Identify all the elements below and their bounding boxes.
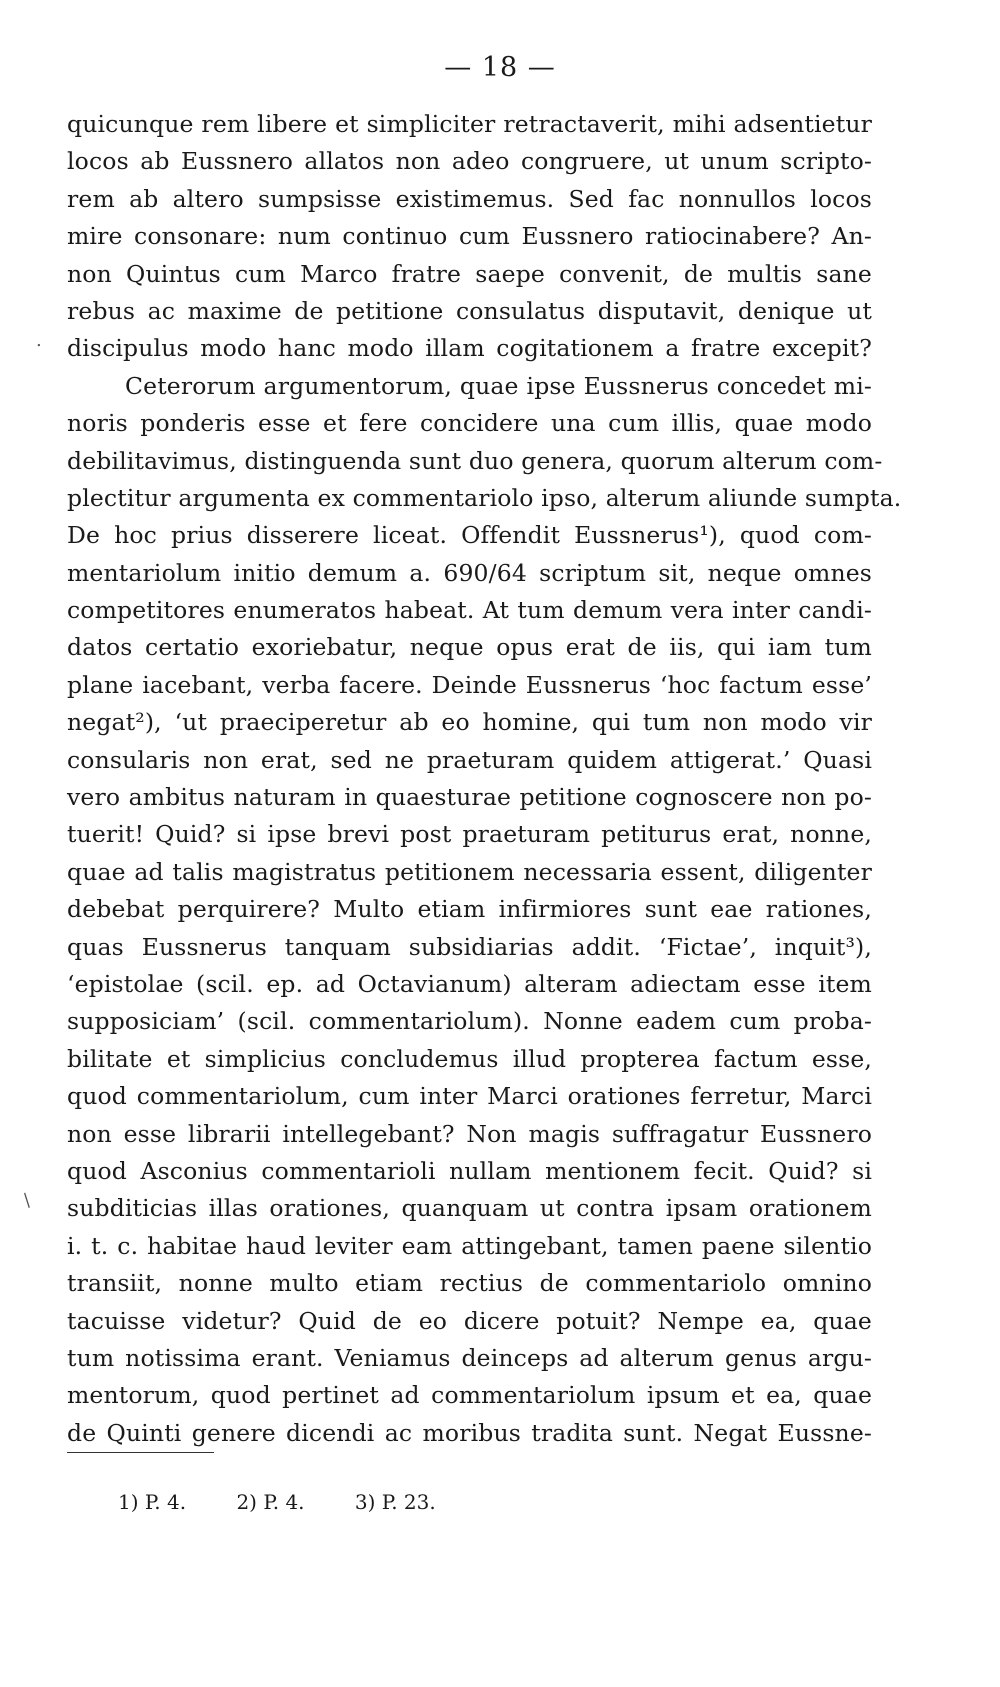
text-line: non Quintus cum Marco fratre saepe convenit, de multis sane <box>67 259 872 288</box>
text-line: subditicias illas orationes, quanquam ut contra ipsam orationem <box>67 1194 872 1223</box>
text-line: bilitate et simplicius concludemus illud propterea factum esse, <box>67 1044 872 1073</box>
footnote-rule <box>67 1452 214 1453</box>
margin-stroke: / <box>18 1190 36 1211</box>
page-number: — 18 — <box>444 52 556 83</box>
text-line: datos certatio exoriebatur, neque opus erat de iis, qui iam tum <box>67 633 872 662</box>
margin-dot: . <box>36 330 42 351</box>
text-line: discipulus modo hanc modo illam cogitationem a fratre excepit? <box>67 334 872 363</box>
text-line: vero ambitus naturam in quaesturae petitione cognoscere non po- <box>67 783 872 812</box>
text-line: tum notissima erant. Veniamus deinceps ad alterum genus argu- <box>67 1343 872 1372</box>
text-line: plane iacebant, verba facere. Deinde Eussnerus ‘hoc factum esse’ <box>67 670 872 699</box>
text-line: tuerit! Quid? si ipse brevi post praeturam petiturus erat, nonne, <box>67 820 872 849</box>
text-line: De hoc prius disserere liceat. Offendit Eussnerus¹), quod com- <box>67 521 872 550</box>
text-line: rebus ac maxime de petitione consulatus disputavit, denique ut <box>67 296 872 325</box>
text-line: negat²), ‘ut praeciperetur ab eo homine, qui tum non modo vir <box>67 708 872 737</box>
text-line-paragraph-start: Ceterorum argumentorum, quae ipse Eussnerus concedet mi- <box>125 371 872 400</box>
text-line: i. t. c. habitae haud leviter eam attingebant, tamen paene silentio <box>67 1231 872 1260</box>
text-line: quod Asconius commentarioli nullam mentionem fecit. Quid? si <box>67 1156 872 1185</box>
text-line: non esse librarii intellegebant? Non magis suffragatur Eussnero <box>67 1119 872 1148</box>
text-line: tacuisse videtur? Quid de eo dicere potuit? Nempe ea, quae <box>67 1306 872 1335</box>
body-text <box>67 106 902 1452</box>
text-line: rem ab altero sumpsisse existimemus. Sed fac nonnullos locos <box>67 184 872 213</box>
text-line: quicunque rem libere et simpliciter retractaverit, mihi adsentietur <box>67 110 872 138</box>
text-line: plectitur argumenta ex commentariolo ipso, alterum aliunde sumpta. <box>67 483 902 512</box>
text-line: supposiciam’ (scil. commentariolum). Nonne eadem cum proba- <box>67 1007 872 1036</box>
text-line: quas Eussnerus tanquam subsidiarias addit. ‘Fictae’, inquit³), <box>67 932 872 961</box>
text-line: mentorum, quod pertinet ad commentariolum ipsum et ea, quae <box>67 1381 872 1410</box>
footnotes <box>118 1490 480 1514</box>
text-line: mentariolum initio demum a. 690/64 scriptum sit, neque omnes <box>67 558 872 587</box>
text-line: noris ponderis esse et fere concidere una cum illis, quae modo <box>67 409 872 438</box>
footnote-1: 1) P. 4. <box>118 1490 187 1514</box>
text-line: competitores enumeratos habeat. At tum demum vera inter candi- <box>67 596 872 625</box>
footnote-2: 2) P. 4. <box>236 1490 305 1514</box>
text-line: quae ad talis magistratus petitionem necessaria essent, diligenter <box>67 857 872 886</box>
text-line: ‘epistolae (scil. ep. ad Octavianum) alteram adiectam esse item <box>67 969 872 998</box>
text-line: quod commentariolum, cum inter Marci orationes ferretur, Marci <box>67 1082 872 1111</box>
text-line: debebat perquirere? Multo etiam infirmiores sunt eae rationes, <box>67 895 872 924</box>
text-line: consularis non erat, sed ne praeturam quidem attigerat.’ Quasi <box>67 745 872 774</box>
text-line: transiit, nonne multo etiam rectius de commentariolo omnino <box>67 1269 872 1298</box>
footnote-3: 3) P. 23. <box>354 1490 436 1514</box>
text-line: de Quinti genere dicendi ac moribus tradita sunt. Negat Eussne- <box>67 1418 872 1447</box>
text-line: mire consonare: num continuo cum Eussnero ratiocinabere? An- <box>67 222 872 251</box>
text-line: debilitavimus, distinguenda sunt duo genera, quorum alterum com- <box>67 446 883 475</box>
text-line: locos ab Eussnero allatos non adeo congruere, ut unum scripto- <box>67 147 872 176</box>
